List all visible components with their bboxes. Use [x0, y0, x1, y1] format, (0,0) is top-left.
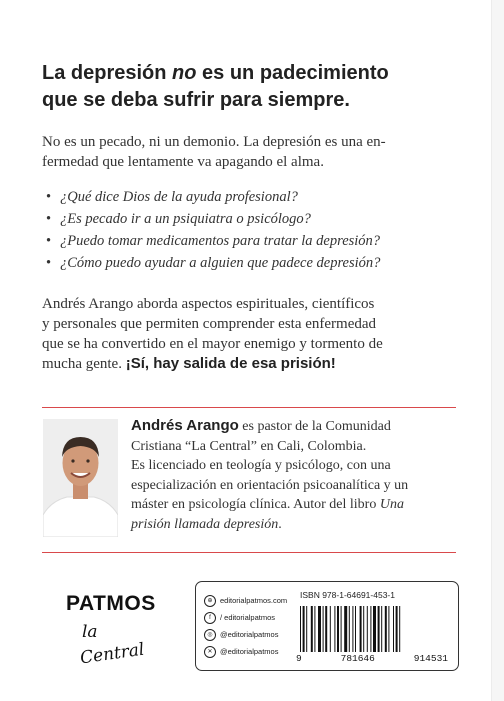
contact-list [204, 592, 287, 660]
contact-instagram [204, 626, 287, 643]
bio-line: Cristiana “La Central” en Cali, Colombia. [131, 438, 367, 454]
headline-text: es un padecimiento [196, 62, 389, 84]
instagram-icon: ◎ [204, 629, 216, 641]
contact-text: @editorialpatmos [220, 647, 279, 656]
bio-text: es pastor de la Comunidad [238, 419, 391, 434]
intro-paragraph [42, 132, 442, 172]
logo-text: la [82, 622, 98, 642]
bio-text: máster en psicología clínica. Autor del libro [131, 497, 380, 512]
barcode-digit-group: 781646 [340, 653, 375, 664]
barcode-digits [296, 653, 448, 664]
barcode-digit-group: 914531 [413, 653, 448, 664]
isbn-label: ISBN 978-1-64691-453-1 [300, 590, 395, 600]
author-bio [131, 416, 461, 534]
barcode-digit-group: 9 [296, 653, 302, 664]
question-item: • ¿Qué dice Dios de la ayuda profesional? [46, 186, 380, 208]
bio-line [131, 495, 461, 515]
intro-line: fermedad que lentamente va apagando el alma. [42, 154, 324, 170]
back-cover-headline [42, 60, 462, 114]
x-icon: ✕ [204, 646, 216, 658]
contact-text: / editorialpatmos [220, 613, 276, 622]
globe-icon: ⊕ [204, 595, 216, 607]
contact-text: @editorialpatmos [220, 630, 279, 639]
bio-line [131, 515, 461, 535]
info-box [195, 581, 459, 671]
description-line: que se ha convertido en el mayor enemigo y tormento de [42, 336, 383, 352]
description-line [42, 354, 442, 374]
barcode [300, 606, 448, 652]
logo-text: Central [78, 639, 146, 669]
author-photo [43, 419, 118, 537]
book-title: Una [379, 497, 404, 512]
la-central-logo [78, 622, 146, 672]
divider-bottom [42, 552, 456, 553]
question-list [46, 186, 380, 274]
headline-emphasis: no [172, 62, 197, 84]
headline-line-2: que se deba sufrir para siempre. [42, 89, 350, 111]
contact-facebook [204, 609, 287, 626]
author-name: Andrés Arango [131, 417, 239, 434]
description-line: y personales que permiten comprender esta enfermedad [42, 316, 377, 332]
question-item: • ¿Puedo tomar medicamentos para tratar la depresión? [46, 230, 380, 252]
bio-text: . [278, 516, 282, 532]
description-line: Andrés Arango aborda aspectos espirituales, científicos [42, 296, 375, 312]
description-tagline: ¡Sí, hay salida de esa prisión! [125, 355, 336, 372]
contact-x [204, 643, 287, 660]
patmos-logo: PATMOS [66, 592, 156, 615]
intro-line: No es un pecado, ni un demonio. La depresión es una en- [42, 134, 386, 150]
book-title: prisión llamada depresión [131, 516, 279, 532]
divider-top [42, 407, 456, 408]
facebook-icon: f [204, 612, 216, 624]
bio-line: especialización en orientación psicoanalítica y un [131, 477, 409, 493]
bio-line: Es licenciado en teología y psicólogo, con una [131, 458, 391, 473]
question-item: • ¿Cómo puedo ayudar a alguien que padece depresión? [46, 252, 380, 274]
contact-website [204, 592, 287, 609]
description-text: mucha gente. [42, 356, 126, 372]
page-edge [491, 0, 504, 701]
question-item: • ¿Es pecado ir a un psiquiatra o psicólogo? [46, 208, 380, 230]
headline-text: La depresión [42, 62, 173, 84]
contact-text: editorialpatmos.com [220, 596, 288, 605]
description-paragraph [42, 294, 442, 374]
